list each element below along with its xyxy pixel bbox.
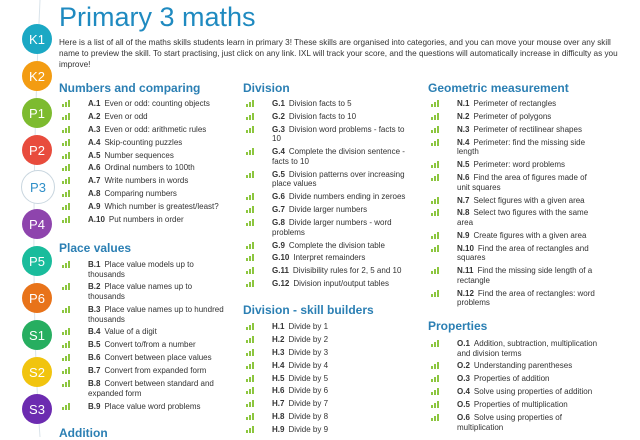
skill-name[interactable]: Find the missing side length of a rectangle: [457, 266, 593, 285]
skill-code: O.1: [457, 339, 470, 348]
skill-level-icon: [246, 242, 254, 249]
skill-name[interactable]: Solve using properties of addition: [473, 387, 593, 397]
skill-code: N.12: [457, 288, 474, 298]
grade-tab-p3[interactable]: P3: [21, 170, 55, 204]
skill-code: G.1: [272, 99, 285, 108]
skill-link[interactable]: [62, 215, 227, 225]
skill-name[interactable]: Perimeter of rectangles: [473, 99, 557, 108]
skill-name[interactable]: Create figures with a given area: [473, 230, 587, 240]
skill-code: G.4: [272, 147, 285, 157]
skill-code: G.8: [272, 218, 285, 228]
skill-link[interactable]: [62, 353, 227, 363]
skill-code: B.1: [88, 260, 101, 269]
skill-level-icon: [431, 388, 439, 395]
grade-tab-s1[interactable]: S1: [22, 320, 52, 350]
skill-name[interactable]: Value of a digit: [104, 327, 157, 337]
skill-code: N.2: [457, 111, 470, 121]
skill-name[interactable]: Divide by 2: [288, 334, 329, 344]
skill-name[interactable]: Divide larger numbers - word problems: [272, 218, 392, 237]
skill-link[interactable]: [62, 151, 227, 161]
skill-level-icon: [431, 209, 439, 216]
skill-name[interactable]: Find the area of rectangles and squares: [457, 243, 589, 263]
skill-code: H.3: [272, 347, 285, 357]
skill-name[interactable]: Perimeter: word problems: [473, 160, 566, 170]
skill-level-icon: [246, 126, 254, 133]
skill-code: O.3: [457, 374, 470, 384]
skill-level-icon: [62, 113, 70, 120]
skill-link[interactable]: [246, 335, 410, 345]
skill-list-numbers: [62, 99, 227, 228]
skill-level-icon: [62, 216, 70, 223]
skill-link[interactable]: [62, 282, 227, 301]
section-title-properties: Properties: [428, 319, 488, 333]
skill-name[interactable]: Properties of addition: [473, 374, 550, 384]
skill-level-icon: [62, 261, 70, 268]
skill-code: A.9: [88, 202, 101, 212]
skill-name[interactable]: Find the area of rectangles: word problems: [457, 288, 595, 308]
skill-link[interactable]: [246, 253, 410, 263]
skill-level-icon: [246, 193, 254, 200]
skill-code: N.4: [457, 137, 470, 147]
skill-level-icon: [431, 245, 439, 252]
skill-link[interactable]: [246, 425, 410, 435]
skill-level-icon: [62, 328, 70, 335]
skill-level-icon: [62, 354, 70, 361]
skill-name[interactable]: Place value word problems: [104, 401, 201, 411]
skill-level-icon: [431, 267, 439, 274]
skill-code: B.5: [88, 340, 101, 350]
skill-level-icon: [431, 414, 439, 421]
skill-name[interactable]: Even or odd: counting objects: [104, 99, 210, 108]
skill-level-icon: [62, 367, 70, 374]
section-title-division: Division: [243, 81, 290, 95]
skill-code: G.7: [272, 205, 285, 215]
skill-code: H.7: [272, 399, 285, 409]
skill-name[interactable]: Write numbers in words: [104, 176, 189, 186]
skill-list-place-values: [62, 260, 227, 414]
skill-level-icon: [246, 171, 254, 178]
grade-tab-k1[interactable]: K1: [22, 24, 52, 54]
section-title-numbers: Numbers and comparing: [59, 81, 201, 95]
skill-code: A.1: [88, 99, 101, 108]
skill-level-icon: [431, 362, 439, 369]
grade-nav: [0, 0, 52, 437]
skill-name[interactable]: Division facts to 5: [288, 99, 352, 108]
skill-name[interactable]: Divide numbers ending in zeroes: [288, 192, 406, 202]
skill-level-icon: [431, 401, 439, 408]
skill-code: A.7: [88, 176, 101, 186]
skill-code: H.2: [272, 334, 285, 344]
skill-name[interactable]: Divisibility rules for 2, 5 and 10: [292, 266, 402, 276]
skill-code: A.8: [88, 189, 101, 199]
skill-level-icon: [62, 341, 70, 348]
skill-code: O.5: [457, 400, 470, 410]
skill-link[interactable]: [431, 339, 601, 358]
skill-code: B.2: [88, 282, 101, 292]
skill-name[interactable]: Properties of multiplication: [473, 400, 568, 410]
skill-code: O.2: [457, 361, 470, 371]
skill-name[interactable]: Place value models up to thousands: [88, 260, 194, 279]
skill-name[interactable]: Even or odd: arithmetic rules: [104, 124, 207, 134]
grade-tab-p5[interactable]: P5: [22, 246, 52, 276]
skill-level-icon: [62, 126, 70, 133]
skill-link[interactable]: [246, 322, 410, 332]
skill-code: H.1: [272, 322, 285, 331]
skill-level-icon: [62, 306, 70, 313]
skill-list-division-builders: [246, 322, 410, 438]
grade-tab-p4[interactable]: P4: [22, 209, 52, 239]
skill-code: A.6: [88, 163, 101, 173]
skill-level-icon: [62, 139, 70, 146]
skill-level-icon: [62, 100, 70, 107]
skill-link[interactable]: [62, 112, 227, 122]
skill-level-icon: [246, 206, 254, 213]
skill-level-icon: [431, 161, 439, 168]
skill-code: H.5: [272, 373, 285, 383]
skill-code: A.10: [88, 215, 105, 225]
grade-tab-k2[interactable]: K2: [22, 61, 52, 91]
skill-code: G.2: [272, 111, 285, 121]
skill-link[interactable]: [246, 99, 410, 109]
skill-code: O.6: [457, 413, 470, 423]
skill-name[interactable]: Skip-counting puzzles: [104, 137, 183, 147]
skill-code: B.6: [88, 353, 101, 363]
skill-name[interactable]: Convert between standard and expanded form: [88, 379, 214, 398]
page-title: Primary 3 maths: [59, 2, 256, 32]
skill-name[interactable]: Divide by 1: [288, 322, 329, 331]
skill-level-icon: [431, 290, 439, 297]
skill-level-icon: [246, 280, 254, 287]
skill-link[interactable]: [431, 387, 601, 397]
skill-link[interactable]: [62, 366, 227, 376]
skill-code: A.3: [88, 124, 101, 134]
skill-link[interactable]: [431, 244, 599, 263]
skill-list-properties: [431, 339, 601, 436]
skill-link[interactable]: [431, 112, 599, 122]
skill-code: N.10: [457, 243, 474, 253]
skill-name[interactable]: Convert from expanded form: [104, 366, 207, 376]
skill-name[interactable]: Place value names up to thousands: [88, 282, 193, 302]
skill-name[interactable]: Understanding parentheses: [473, 361, 573, 371]
section-title-geometric: Geometric measurement: [428, 81, 569, 95]
skill-link[interactable]: [431, 138, 599, 157]
skill-name[interactable]: Which number is greatest/least?: [104, 202, 219, 212]
skill-link[interactable]: [62, 99, 227, 109]
skill-name[interactable]: Select figures with a given area: [473, 195, 585, 205]
skill-code: G.12: [272, 279, 290, 289]
skill-link[interactable]: [246, 412, 410, 422]
skill-link[interactable]: [431, 231, 599, 241]
skill-name[interactable]: Divide by 8: [288, 412, 329, 422]
skill-link[interactable]: [431, 125, 599, 135]
skill-name[interactable]: Solve using properties of multiplication: [457, 413, 562, 432]
skill-level-icon: [62, 177, 70, 184]
skill-name[interactable]: Divide by 6: [288, 386, 329, 396]
skill-level-icon: [246, 148, 254, 155]
skill-link[interactable]: [246, 241, 410, 251]
skill-link[interactable]: [431, 99, 599, 109]
skill-link[interactable]: [246, 348, 410, 358]
skill-link[interactable]: [62, 340, 227, 350]
skill-level-icon: [246, 413, 254, 420]
skill-name[interactable]: Convert to/from a number: [104, 340, 196, 350]
skill-code: N.6: [457, 173, 470, 183]
skill-name[interactable]: Division patterns over increasing place values: [272, 169, 405, 189]
skill-link[interactable]: [62, 202, 227, 212]
skill-level-icon: [62, 164, 70, 171]
skill-level-icon: [431, 375, 439, 382]
grade-tab-s3[interactable]: S3: [22, 394, 52, 424]
skill-link[interactable]: [62, 176, 227, 186]
skill-link[interactable]: [431, 173, 599, 192]
skill-level-icon: [431, 232, 439, 239]
skill-code: B.3: [88, 304, 101, 314]
skill-name[interactable]: Number sequences: [104, 150, 174, 160]
skill-level-icon: [62, 380, 70, 387]
skill-link[interactable]: [246, 147, 410, 166]
skill-level-icon: [246, 267, 254, 274]
skill-link[interactable]: [62, 138, 227, 148]
skill-link[interactable]: [246, 218, 410, 237]
skill-name[interactable]: Divide by 9: [288, 425, 329, 435]
skill-code: N.9: [457, 230, 470, 240]
skill-level-icon: [62, 403, 70, 410]
skill-name[interactable]: Addition, subtraction, multiplication and division terms: [457, 339, 598, 358]
skill-level-icon: [62, 152, 70, 159]
skill-link[interactable]: [62, 305, 227, 324]
section-title-place-values: Place values: [59, 241, 132, 255]
skill-level-icon: [431, 174, 439, 181]
skill-code: N.1: [457, 99, 470, 108]
skill-level-icon: [246, 336, 254, 343]
skill-level-icon: [246, 323, 254, 330]
skill-code: N.8: [457, 208, 470, 218]
skill-link[interactable]: [246, 125, 410, 144]
skill-level-icon: [62, 283, 70, 290]
skill-level-icon: [246, 362, 254, 369]
skill-code: G.9: [272, 240, 285, 250]
skill-name[interactable]: Perimeter of rectilinear shapes: [473, 124, 582, 134]
skill-link[interactable]: [246, 112, 410, 122]
skill-level-icon: [246, 426, 254, 433]
skill-list-geometric: [431, 99, 599, 311]
grade-tab-p6[interactable]: P6: [22, 283, 52, 313]
skill-link[interactable]: [246, 266, 410, 276]
skill-name[interactable]: Comparing numbers: [104, 189, 177, 199]
skill-level-icon: [246, 113, 254, 120]
skill-list-division: [246, 99, 410, 292]
skill-link[interactable]: [431, 196, 599, 206]
skill-code: G.11: [272, 266, 289, 276]
skill-name[interactable]: Division input/output tables: [293, 279, 389, 289]
skill-level-icon: [246, 254, 254, 261]
skill-code: B.9: [88, 401, 101, 411]
section-title-addition: Addition: [59, 426, 108, 440]
skill-link[interactable]: [431, 289, 599, 308]
skill-link[interactable]: [62, 379, 227, 398]
skill-link[interactable]: [246, 170, 410, 189]
grade-tab-p1[interactable]: P1: [22, 98, 52, 128]
skill-link[interactable]: [246, 192, 410, 202]
skill-name[interactable]: Even or odd: [104, 111, 148, 121]
skill-code: G.3: [272, 124, 285, 134]
skill-code: N.5: [457, 160, 470, 170]
skill-level-icon: [431, 100, 439, 107]
skill-level-icon: [431, 340, 439, 347]
skill-code: H.4: [272, 360, 285, 370]
skill-name[interactable]: Perimeter of polygons: [473, 111, 552, 121]
skill-code: G.5: [272, 169, 285, 179]
skill-link[interactable]: [62, 402, 227, 412]
skill-name[interactable]: Convert between place values: [104, 353, 212, 363]
skill-name[interactable]: Ordinal numbers to 100th: [104, 163, 195, 173]
skill-name[interactable]: Perimeter: find the missing side length: [457, 137, 586, 157]
skill-name[interactable]: Place value names up to hundred thousands: [88, 304, 224, 324]
skill-link[interactable]: [431, 374, 601, 384]
skill-link[interactable]: [431, 361, 601, 371]
skill-code: O.4: [457, 387, 470, 397]
skill-link[interactable]: [62, 260, 227, 279]
skill-code: H.6: [272, 386, 285, 396]
skill-level-icon: [246, 400, 254, 407]
skill-code: H.8: [272, 412, 285, 422]
skill-name[interactable]: Complete the division table: [288, 240, 385, 250]
grade-tab-s2[interactable]: S2: [22, 357, 52, 387]
skill-code: N.3: [457, 124, 470, 134]
skill-level-icon: [431, 139, 439, 146]
skill-code: A.5: [88, 150, 101, 160]
skill-name[interactable]: Division facts to 10: [288, 111, 357, 121]
skill-name[interactable]: Select two figures with the same area: [457, 208, 589, 228]
skill-code: N.11: [457, 266, 474, 276]
skill-link[interactable]: [431, 208, 599, 227]
skill-link[interactable]: [62, 189, 227, 199]
skill-level-icon: [431, 126, 439, 133]
skill-level-icon: [246, 349, 254, 356]
skill-link[interactable]: [246, 205, 410, 215]
skill-code: H.9: [272, 425, 285, 435]
skill-code: G.6: [272, 192, 285, 202]
skill-name[interactable]: Put numbers in order: [108, 215, 184, 225]
skill-level-icon: [246, 387, 254, 394]
intro-text: Here is a list of all of the maths skills students learn in primary 3! These skills are organised into categories, and you can move your mouse over any skill name to preview the skill. To start practising, just click on any link. IXL will track your score, and the questions will automatically increase in difficulty as you improve!: [59, 38, 618, 69]
skill-name[interactable]: Complete the division sentence - facts to 10: [272, 147, 405, 166]
skill-link[interactable]: [246, 374, 410, 384]
skill-level-icon: [62, 203, 70, 210]
skill-name[interactable]: Divide by 4: [288, 360, 329, 370]
skill-name[interactable]: Divide by 5: [288, 373, 329, 383]
skill-link[interactable]: [246, 361, 410, 371]
section-title-division-builders: Division - skill builders: [243, 303, 374, 317]
skill-link[interactable]: [62, 163, 227, 173]
skill-link[interactable]: [246, 386, 410, 396]
skill-code: G.10: [272, 253, 290, 263]
skill-name[interactable]: Divide by 3: [288, 347, 329, 357]
skill-level-icon: [431, 197, 439, 204]
skill-code: B.8: [88, 379, 101, 389]
skill-level-icon: [246, 100, 254, 107]
skill-code: A.4: [88, 137, 101, 147]
skill-link[interactable]: [62, 327, 227, 337]
skill-link[interactable]: [431, 266, 599, 285]
skill-link[interactable]: [431, 413, 601, 432]
skill-name[interactable]: Interpret remainders: [293, 253, 366, 263]
skill-level-icon: [62, 190, 70, 197]
skill-link[interactable]: [246, 399, 410, 409]
skill-link[interactable]: [62, 125, 227, 135]
grade-tab-p2[interactable]: P2: [22, 135, 52, 165]
skill-level-icon: [246, 219, 254, 226]
skill-link[interactable]: [431, 400, 601, 410]
skill-link[interactable]: [431, 160, 599, 170]
skill-code: N.7: [457, 195, 470, 205]
skill-name[interactable]: Divide by 7: [288, 399, 329, 409]
skill-level-icon: [431, 113, 439, 120]
skill-link[interactable]: [246, 279, 410, 289]
skill-level-icon: [246, 375, 254, 382]
skill-name[interactable]: Division word problems - facts to 10: [272, 124, 405, 144]
skill-name[interactable]: Find the area of figures made of unit squares: [457, 173, 587, 192]
skill-code: A.2: [88, 111, 101, 121]
skill-name[interactable]: Divide larger numbers: [288, 205, 368, 215]
skill-code: B.4: [88, 327, 101, 337]
skill-code: B.7: [88, 366, 101, 376]
